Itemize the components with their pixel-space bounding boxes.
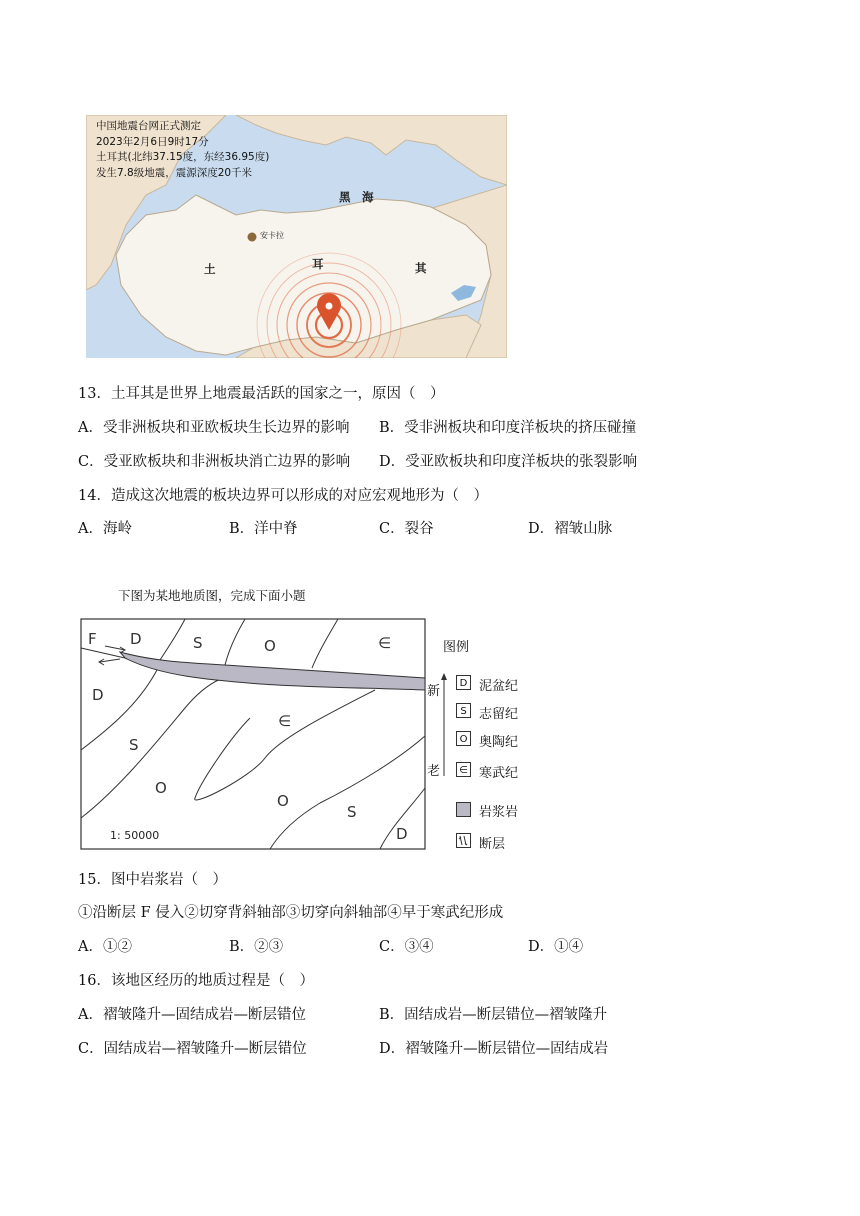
label-silurian-left: S [129, 736, 139, 754]
country-label-1: 土 [204, 262, 216, 276]
q13-stem: 13．土耳其是世界上地震最活跃的国家之一，原因（ ） [78, 386, 445, 402]
label-silurian-right: S [347, 803, 357, 821]
geologic-map-graphic [80, 618, 426, 850]
black-sea-label: 黑 海 [339, 190, 374, 204]
q15-statements: ①沿断层 F 侵入②切穿背斜轴部③切穿向斜轴部④早于寒武纪形成 [78, 905, 504, 921]
q14-option-b: B．洋中脊 [229, 521, 298, 537]
geology-intro: 下图为某地地质图，完成下面小题 [118, 588, 306, 603]
label-devonian-left: D [92, 686, 104, 704]
legend-old-label: 老 [427, 764, 441, 779]
q16-option-d: D．褶皱隆升—断层错位—固结成岩 [379, 1041, 609, 1057]
legend-symbol-devonian: D [456, 675, 471, 690]
q13-option-b: B．受非洲板块和印度洋板块的挤压碰撞 [379, 420, 637, 436]
q15-stem: 15．图中岩浆岩（ ） [78, 872, 227, 888]
caption-line: 2023年2月6日9时17分 [96, 135, 209, 148]
legend-label-cambrian: 寒武纪 [479, 766, 519, 781]
label-ordovician-bottom: O [277, 792, 289, 810]
q13-option-a: A．受非洲板块和亚欧板块生长边界的影响 [78, 420, 350, 436]
legend-label-fault: 断层 [479, 837, 506, 852]
legend-new-label: 新 [427, 684, 441, 699]
caption-line: 土耳其(北纬37.15度，东经36.95度) [96, 151, 270, 163]
q16-option-b: B．固结成岩—断层错位—褶皱隆升 [379, 1007, 608, 1023]
legend-label-magma: 岩浆岩 [479, 805, 519, 820]
q16-option-c: C．固结成岩—褶皱隆升—断层错位 [78, 1041, 307, 1057]
legend-symbol-ordovician: O [456, 731, 471, 746]
q14-option-c: C．裂谷 [379, 521, 434, 537]
legend-label-devonian: 泥盆纪 [479, 679, 519, 694]
q15-option-b: B．②③ [229, 939, 284, 955]
legend-label-ordovician: 奥陶纪 [479, 735, 519, 750]
caption-line: 发生7.8级地震，震源深度20千米 [96, 166, 253, 179]
q13-option-d: D．受亚欧板块和印度洋板块的张裂影响 [379, 454, 638, 470]
label-fault-f: F [88, 630, 97, 648]
label-cambrian-top: ∈ [378, 634, 392, 652]
q15-option-a: A．①② [78, 939, 132, 955]
q14-option-a: A．海岭 [78, 521, 132, 537]
label-devonian-right: D [396, 825, 408, 843]
turkey-earthquake-map [86, 115, 507, 358]
label-ordovician-left: O [155, 779, 167, 797]
legend-label-silurian: 志留纪 [479, 707, 519, 722]
label-devonian-top: D [130, 630, 142, 648]
legend-symbol-silurian: S [456, 703, 471, 718]
legend-symbol-cambrian: ∈ [456, 762, 471, 777]
q14-stem: 14．造成这次地震的板块边界可以形成的对应宏观地形为（ ） [78, 488, 488, 504]
country-label-3: 其 [415, 261, 427, 275]
q15-option-d: D．①④ [528, 939, 584, 955]
q16-stem: 16．该地区经历的地质过程是（ ） [78, 973, 314, 989]
label-silurian-top: S [193, 634, 203, 652]
fault-icon [456, 833, 471, 848]
ankara-label: 安卡拉 [260, 231, 284, 240]
label-ordovician-top: O [264, 637, 276, 655]
legend-title: 图例 [443, 640, 470, 655]
legend-magma-swatch [456, 802, 471, 817]
map-scale: 1: 50000 [110, 829, 160, 842]
q16-option-a: A．褶皱隆升—固结成岩—断层错位 [78, 1007, 306, 1023]
caption-line: 中国地震台网正式测定 [96, 120, 201, 132]
country-label-2: 耳 [312, 257, 324, 271]
label-cambrian-core: ∈ [278, 712, 292, 730]
q15-option-c: C．③④ [379, 939, 434, 955]
map-caption [96, 119, 269, 181]
q13-option-c: C．受亚欧板块和非洲板块消亡边界的影响 [78, 454, 351, 470]
q14-option-d: D．褶皱山脉 [528, 521, 613, 537]
geologic-map [80, 618, 426, 850]
